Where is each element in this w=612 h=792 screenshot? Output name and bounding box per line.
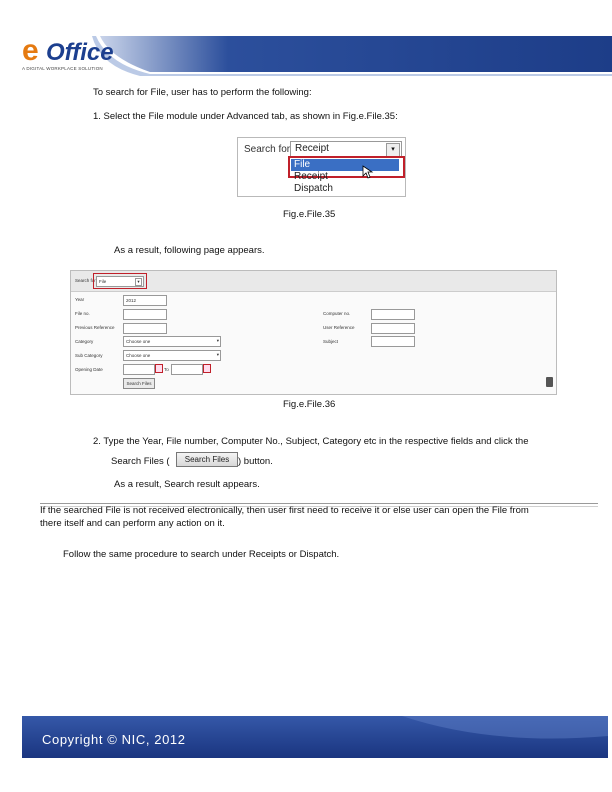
intro-text: To search for File, user has to perform the following: xyxy=(93,87,312,98)
to-label: To xyxy=(164,367,169,372)
file-no-input[interactable] xyxy=(123,309,167,320)
category-label: Category xyxy=(75,339,94,344)
note-line1: If the searched File is not received electronically, then user first need to receive it or else user can open the File from xyxy=(40,505,529,516)
fig36-caption: Fig.e.File.36 xyxy=(283,399,336,410)
fig35-option-receipt[interactable]: Receipt xyxy=(294,171,328,182)
subject-label: Subject xyxy=(323,339,339,344)
year-input[interactable] xyxy=(123,295,167,306)
computer-no-label: Computer no. xyxy=(323,311,351,316)
opening-date-to-input[interactable] xyxy=(171,364,203,375)
fig36-screenshot xyxy=(70,270,557,395)
file-no-label: File no. xyxy=(75,311,90,316)
fig35-search-label: Search for xyxy=(244,144,291,155)
year-value: 2012 xyxy=(126,298,137,303)
follow-text: Follow the same procedure to search under Receipts or Dispatch. xyxy=(63,549,340,560)
fig35-selected-value: Receipt xyxy=(295,143,329,154)
category-select[interactable] xyxy=(123,336,221,347)
user-reference-label: User Reference xyxy=(323,325,355,330)
fig36-search-label: Search for xyxy=(75,278,96,283)
step-1-text: 1. Select the File module under Advanced tab, as shown in Fig.e.File.35: xyxy=(93,111,398,122)
note-divider xyxy=(40,503,598,504)
calendar-icon[interactable] xyxy=(203,364,211,373)
result-1-text: As a result, following page appears. xyxy=(114,245,265,256)
sub-category-label: Sub Category xyxy=(75,353,103,358)
chevron-down-icon[interactable]: ▾ xyxy=(135,278,142,286)
fig36-search-select[interactable] xyxy=(96,276,144,287)
mouse-cursor-icon xyxy=(362,165,374,179)
footer-copyright: Copyright © NIC, 2012 xyxy=(42,732,186,747)
chevron-down-icon[interactable]: ▾ xyxy=(216,338,219,343)
sub-category-value: Choose one xyxy=(126,353,151,358)
logo-tagline: A DIGITAL WORKPLACE SOLUTION xyxy=(22,66,103,71)
chevron-down-icon[interactable]: ▾ xyxy=(386,143,400,157)
result-2-text: As a result, Search result appears. xyxy=(114,479,260,490)
calendar-icon[interactable] xyxy=(155,364,163,373)
logo-e: e xyxy=(22,34,39,67)
step-2-text-pre: Search Files ( xyxy=(111,456,170,467)
fig35-caption: Fig.e.File.35 xyxy=(283,209,336,220)
search-files-inline-button[interactable]: Search Files xyxy=(176,452,238,467)
user-reference-input[interactable] xyxy=(371,323,415,334)
sub-category-select[interactable] xyxy=(123,350,221,361)
category-value: Choose one xyxy=(126,339,151,344)
chevron-down-icon[interactable]: ▾ xyxy=(216,352,219,357)
step-2-text-line1: 2. Type the Year, File number, Computer No., Subject, Category etc in the respective fields and click the xyxy=(93,436,529,447)
fig35-search-select[interactable] xyxy=(290,141,402,157)
fig35-option-file[interactable]: File xyxy=(294,159,311,170)
search-files-button[interactable]: Search Files xyxy=(123,378,155,389)
opening-date-from-input[interactable] xyxy=(123,364,155,375)
note-line2: there itself and can perform any action on it. xyxy=(40,518,225,529)
logo-office: Office xyxy=(46,39,114,66)
fig35-option-dispatch[interactable]: Dispatch xyxy=(294,183,333,194)
year-label: Year xyxy=(75,297,85,302)
trash-icon[interactable] xyxy=(546,377,553,387)
previous-reference-input[interactable] xyxy=(123,323,167,334)
subject-input[interactable] xyxy=(371,336,415,347)
opening-date-label: Opening Date xyxy=(75,367,103,372)
fig36-search-value: File xyxy=(99,279,107,284)
step-2-text-post: ) button. xyxy=(238,456,273,467)
previous-reference-label: Previous Reference xyxy=(75,325,115,330)
computer-no-input[interactable] xyxy=(371,309,415,320)
fig35-screenshot xyxy=(237,137,406,197)
